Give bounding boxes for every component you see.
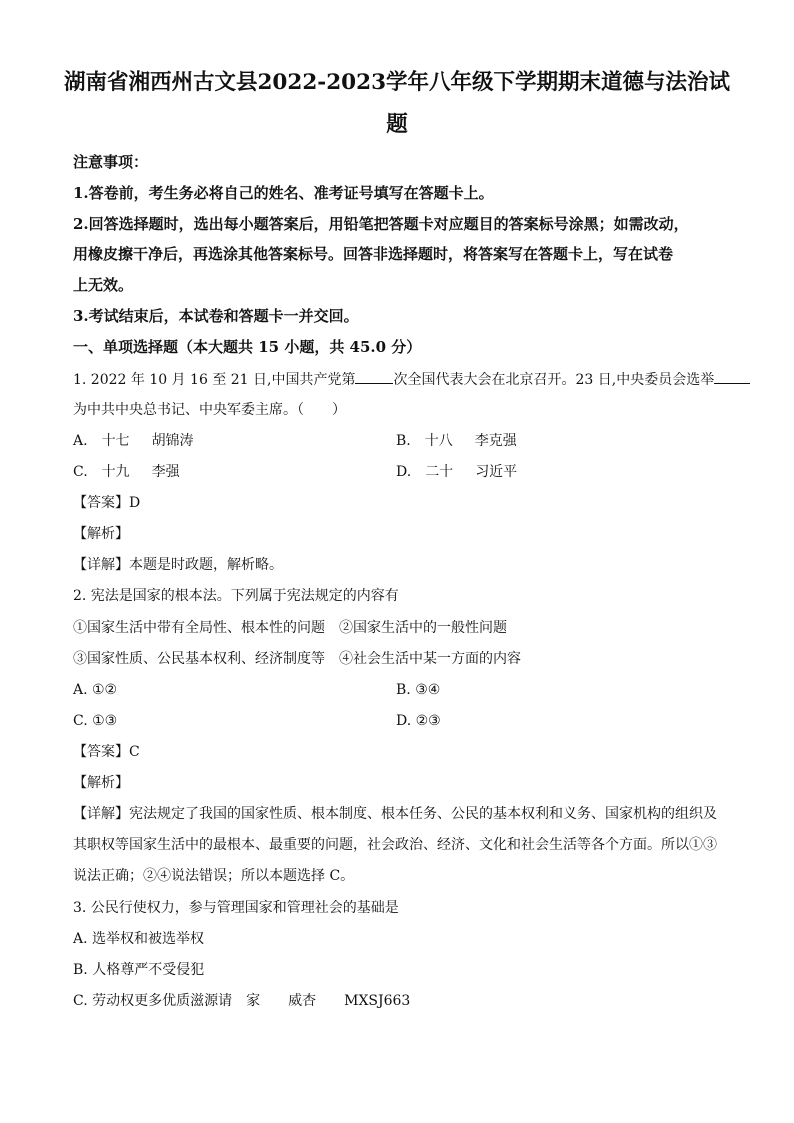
exam-title-line-1: 湖南省湘西州古文县2022-2023学年八年级下学期期末道德与法治试 [63, 70, 731, 95]
q2-items-line-1: ①国家生活中带有全局性、根本性的问题 ②国家生活中的一般性问题 [73, 620, 507, 636]
q2-option-c: C. ①③ [73, 713, 118, 729]
q2-analysis-label: 【解析】 [73, 775, 129, 791]
q3-option-b: B. 人格尊严不受侵犯 [73, 962, 205, 978]
q3-stem: 3. 公民行使权力，参与管理国家和管理社会的基础是 [73, 900, 399, 916]
q1-detail: 【详解】本题是时政题，解析略。 [73, 557, 283, 573]
q1-option-c-letter: C. [73, 464, 88, 480]
q2-detail-line-3: 说法正确；②④说法错误；所以本题选择 C。 [73, 868, 355, 884]
q1-option-d-letter: D. [396, 464, 412, 480]
q1-analysis-label: 【解析】 [73, 526, 129, 542]
q3-option-a: A. 选举权和被选举权 [73, 931, 205, 947]
q2-answer: 【答案】C [73, 744, 140, 760]
notice-item-2-line-3: 上无效。 [73, 276, 134, 294]
q3-option-c: C. 劳动权更多优质滋源请 家 威杏 MXSJ663 [73, 993, 411, 1009]
q2-detail-line-1: 【详解】宪法规定了我国的国家性质、根本制度、根本任务、公民的基本权利和义务、国家机构的组织及 [73, 806, 717, 822]
q1-option-a-number: 十七 [101, 433, 130, 449]
q1-option-d [396, 463, 517, 481]
q1-blank-2 [714, 370, 750, 384]
q1-option-b-letter: B. [396, 433, 411, 449]
q1-stem-part-a: 1. 2022 年 10 月 16 至 21 日,中国共产党第 [73, 372, 356, 388]
q1-option-c [73, 463, 180, 481]
q2-items-line-2: ③国家性质、公民基本权利、经济制度等 ④社会生活中某一方面的内容 [73, 651, 521, 667]
q2-stem: 2. 宪法是国家的根本法。下列属于宪法规定的内容有 [73, 588, 399, 604]
notice-item-2-line-2: 用橡皮擦干净后，再选涂其他答案标号。回答非选择题时，将答案写在答题卡上，写在试卷 [73, 245, 674, 263]
q2-option-b: B. ③④ [396, 682, 441, 698]
q2-detail-line-2: 其职权等国家生活中的最根本、最重要的问题，社会政治、经济、文化和社会生活等各个方面。所以①③ [73, 837, 717, 853]
q1-stem-line-1 [73, 370, 750, 389]
q1-stem-part-b: 次全国代表大会在北京召开。23 日,中央委员会选举 [393, 372, 715, 388]
q2-option-a: A. ①② [73, 682, 118, 698]
q2-option-d: D. ②③ [396, 713, 441, 729]
notice-item-1: 1.答卷前，考生务必将自己的姓名、准考证号填写在答题卡上。 [73, 184, 494, 202]
q1-stem-line-2: 为中共中央总书记、中央军委主席。（ ） [73, 402, 346, 418]
q1-option-b-number: 十八 [424, 433, 453, 449]
q1-option-d-name: 习近平 [475, 464, 518, 480]
q1-option-b-name: 李克强 [474, 433, 517, 449]
section-heading: 一、单项选择题（本大题共 15 小题，共 45.0 分） [73, 338, 422, 356]
notice-item-3: 3.考试结束后，本试卷和答题卡一并交回。 [73, 307, 359, 325]
q1-option-c-number: 十九 [101, 464, 130, 480]
notice-item-2-line-1: 2.回答选择题时，选出每小题答案后，用铅笔把答题卡对应题目的答案标号涂黑；如需改动， [73, 215, 689, 233]
q1-option-a [73, 432, 194, 450]
q1-blank-1 [355, 370, 393, 384]
q1-option-b [396, 432, 517, 450]
exam-title-line-2: 题 [386, 112, 408, 137]
q1-option-a-name: 胡锦涛 [151, 433, 194, 449]
q1-option-d-number: 二十 [425, 464, 454, 480]
q1-answer: 【答案】D [73, 495, 141, 511]
notice-heading: 注意事项： [73, 153, 149, 171]
q1-option-c-name: 李强 [151, 464, 180, 480]
q1-option-a-letter: A. [73, 433, 88, 449]
